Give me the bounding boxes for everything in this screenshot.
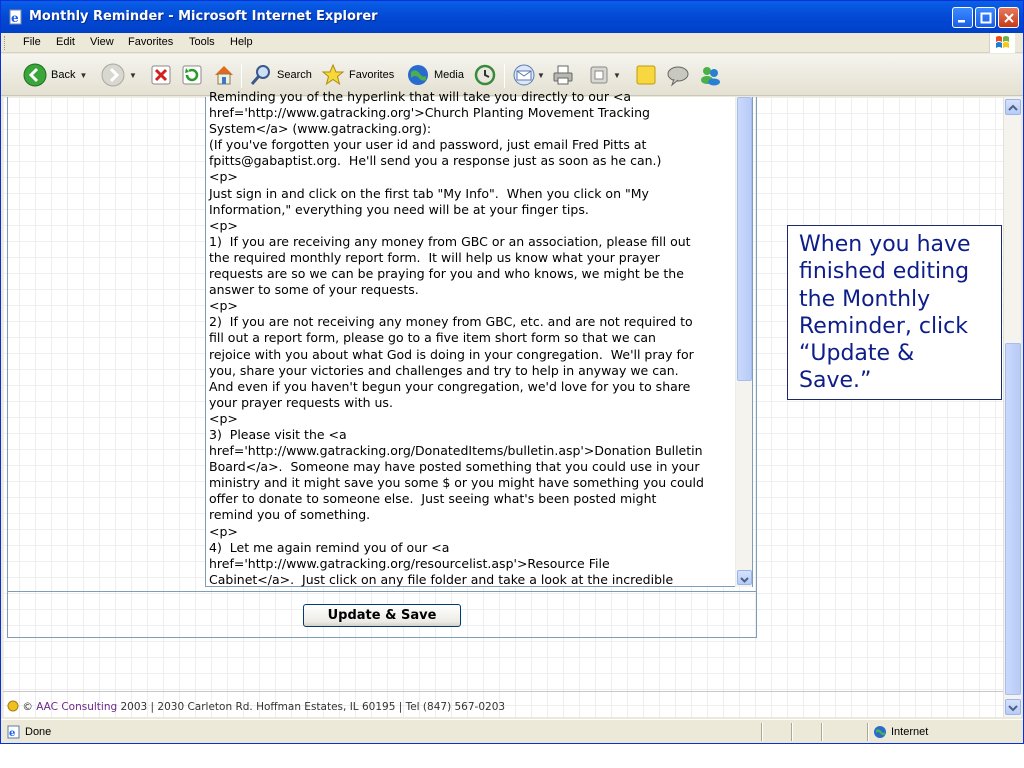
menu-favorites[interactable]: Favorites [128, 36, 174, 48]
stop-icon [151, 65, 171, 85]
mail-button[interactable] [512, 62, 545, 88]
refresh-button[interactable] [182, 62, 202, 88]
minimize-icon [957, 12, 969, 24]
stop-button[interactable] [151, 62, 171, 88]
reminder-text[interactable]: Reminding you of the hyperlink that will take you directly to our <a href='http://www.gatracking.org'>Church Planting Movement Tracking System</a> (www.gatracking.org): (If you've forgotten your user id and password, just email Fred Pitts at fpitts@gabaptist.org. He'll send you a response just as soon as he can.) <p> Just sign in and click on the first tab "My Info". When you click on "My Information," everything you need will be at your finger tips. <p> 1) If you are receiving any money from GBC or an association, please fill out the required monthly report form. It will help us know what your prayer requests are so we can be praying for you and who knows, we might be the answer to some of your requests. <p> 2) If you are not receiving any money from GBC, etc. and are not required to fill out a report form, please go to a five item short form so that we can rejoice with you about what God is doing in your congregation. We'll pray for you, share your victories and challenges and try to help in anyway we can. And even if you haven't begun your congregation, we'd love for you to share your prayer requests with us. <p> 3) Please visit the <a href='http://www.gatracking.org/DonatedItems/bulletin.asp'>Donation Bulletin Board</a>. Someone may have posted something that you could use in your ministry and it might save you some $ or you might have something you could offer to donate to someone else. Just seeing what's been posted might remind you of something. <p> 4) Let me again remind you of our <a href='http://www.gatracking.org/resourcelist.asp'>Resource File Cabinet</a>. Just click on any file folder and take a look at the incredible [209, 89, 704, 587]
maximize-button[interactable] [975, 7, 996, 28]
edit-button[interactable] [589, 62, 621, 88]
page-done-icon [7, 725, 21, 739]
discuss-button[interactable] [634, 62, 658, 88]
chevron-down-icon [1006, 701, 1020, 715]
forward-arrow-icon [101, 63, 125, 87]
note-icon [634, 63, 658, 87]
instruction-callout [787, 225, 1002, 400]
textarea-scrollbar[interactable] [735, 97, 752, 587]
ie-page-icon [8, 9, 24, 25]
globe-icon [873, 725, 887, 739]
search-button[interactable]: Search [249, 62, 312, 88]
menu-view[interactable]: View [90, 36, 114, 48]
close-icon [1003, 12, 1015, 24]
menu-file[interactable]: File [23, 36, 41, 48]
back-dropdown-icon[interactable]: ▼ [79, 70, 88, 80]
status-bar [1, 719, 1023, 743]
mail-icon [512, 63, 536, 87]
page-footer: © AAC Consulting 2003 | 2030 Carleton Rd. Hoffman Estates, IL 60195 | Tel (847) 567-0203 [7, 700, 505, 713]
chevron-up-icon [1006, 101, 1020, 115]
back-arrow-icon [23, 63, 47, 87]
reminder-textarea[interactable] [205, 89, 753, 587]
form-divider [7, 591, 757, 592]
chat-bubble-icon [666, 63, 690, 87]
close-button[interactable] [998, 7, 1019, 28]
svg-text:e: e [9, 728, 16, 739]
favorites-button[interactable]: Favorites [321, 62, 394, 88]
mail-dropdown-icon[interactable]: ▼ [537, 70, 545, 80]
search-icon [249, 63, 273, 87]
menu-tools[interactable]: Tools [189, 36, 215, 48]
menu-bar [1, 33, 1023, 53]
page-content [3, 89, 1003, 717]
edit-page-icon [589, 65, 609, 85]
callout-text: When you have finished editing the Monthly Reminder, click “Update & Save.” [799, 232, 971, 394]
home-button[interactable] [212, 62, 236, 88]
menu-edit[interactable]: Edit [56, 36, 75, 48]
page-scroll-down-button[interactable] [1005, 699, 1021, 715]
menu-grip [4, 36, 7, 50]
windows-logo-icon [989, 33, 1015, 53]
print-button[interactable] [551, 62, 575, 88]
back-button[interactable]: Back ▼ [23, 62, 87, 88]
page-scroll-up-button[interactable] [1005, 99, 1021, 115]
circle-bullet-icon [7, 700, 19, 712]
history-icon [473, 63, 497, 87]
page-scrollbar[interactable] [1003, 97, 1021, 717]
edit-dropdown-icon[interactable]: ▼ [613, 70, 621, 80]
title-bar[interactable] [1, 1, 1023, 33]
maximize-icon [980, 12, 992, 24]
company-link[interactable]: AAC Consulting [36, 701, 118, 713]
research-button[interactable] [698, 62, 722, 88]
printer-icon [551, 63, 575, 87]
chevron-down-icon [738, 573, 751, 586]
messenger-people-icon [698, 63, 722, 87]
messenger-button[interactable] [666, 62, 690, 88]
forward-button[interactable] [101, 62, 137, 88]
home-icon [212, 63, 236, 87]
menu-help[interactable]: Help [230, 36, 253, 48]
page-scroll-thumb[interactable] [1005, 343, 1021, 695]
textarea-scroll-thumb[interactable] [737, 97, 752, 381]
status-zone: Internet [873, 723, 928, 741]
window-title: Monthly Reminder - Microsoft Internet Explorer [29, 9, 378, 24]
footer-address: 2003 | 2030 Carleton Rd. Hoffman Estates, IL 60195 | Tel (847) 567-0203 [117, 701, 506, 713]
history-button[interactable] [473, 62, 497, 88]
forward-dropdown-icon[interactable]: ▼ [129, 70, 137, 80]
status-done: e Done [9, 726, 52, 739]
favorites-star-icon [321, 63, 345, 87]
media-icon [406, 63, 430, 87]
minimize-button[interactable] [952, 7, 973, 28]
footer-divider [3, 691, 1003, 692]
svg-text:e: e [11, 11, 19, 25]
textarea-scroll-down-button[interactable] [737, 570, 752, 585]
update-save-button[interactable]: Update & Save [303, 604, 461, 627]
refresh-icon [182, 65, 202, 85]
media-button[interactable]: Media [406, 62, 464, 88]
